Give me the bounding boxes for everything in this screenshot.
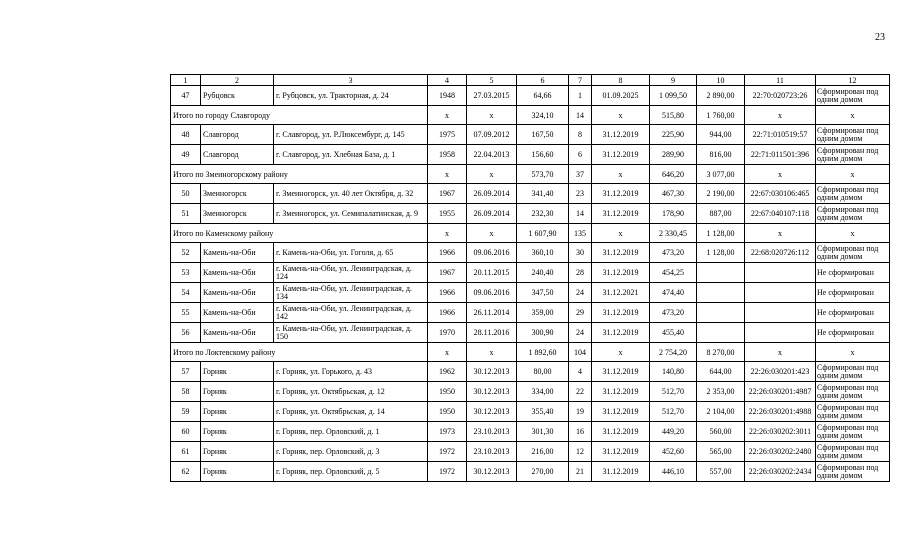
column-header: 6 (517, 75, 569, 86)
cell-due-date: 31.12.2019 (592, 243, 650, 263)
cell-cadastral: 22:67:040107:118 (745, 204, 816, 224)
cell-year: 1950 (428, 402, 467, 422)
cell-city: Горняк (201, 462, 274, 482)
cell-due-date: 31.12.2019 (592, 145, 650, 165)
cell-city: Рубцовск (201, 86, 274, 106)
cell-col10 (697, 263, 745, 283)
cell-count: 24 (569, 323, 592, 343)
column-header: 7 (569, 75, 592, 86)
cell-cadastral: 22:26:030201:4988 (745, 402, 816, 422)
table-row (171, 125, 890, 145)
cell-count: 24 (569, 283, 592, 303)
cell-col10 (697, 323, 745, 343)
cell-due-date: 31.12.2019 (592, 402, 650, 422)
cell-area: 232,30 (517, 204, 569, 224)
cell-col9: 646,20 (650, 165, 697, 184)
cell-col9: 474,40 (650, 283, 697, 303)
cell-number: 51 (171, 204, 201, 224)
cell-col9: 454,25 (650, 263, 697, 283)
header-row (171, 75, 890, 86)
cell-date: 30.12.2013 (467, 362, 517, 382)
cell-cadastral (745, 263, 816, 283)
cell-count: 29 (569, 303, 592, 323)
cell-address: г. Горняк, пер. Орловский, д. 1 (274, 422, 428, 442)
cell-status: Сформирован под одним домом (816, 362, 890, 382)
table-row (171, 263, 890, 283)
cell-cadastral: 22:26:030201:423 (745, 362, 816, 382)
cell-due-date: x (592, 343, 650, 362)
cell-due-date: x (592, 224, 650, 243)
cell-number: 47 (171, 86, 201, 106)
cell-year: 1975 (428, 125, 467, 145)
column-header: 10 (697, 75, 745, 86)
cell-year: 1955 (428, 204, 467, 224)
cell-city: Горняк (201, 382, 274, 402)
cell-year: 1973 (428, 422, 467, 442)
cell-number: 60 (171, 422, 201, 442)
table-body (171, 75, 890, 482)
cell-cadastral: 22:71:010519:57 (745, 125, 816, 145)
cell-col9: 140,80 (650, 362, 697, 382)
cell-year: 1966 (428, 303, 467, 323)
cell-due-date: 31.12.2019 (592, 442, 650, 462)
cell-number: 57 (171, 362, 201, 382)
cell-year: 1967 (428, 263, 467, 283)
cell-due-date: 31.12.2019 (592, 382, 650, 402)
cell-area: 216,00 (517, 442, 569, 462)
cell-col10: 2 190,00 (697, 184, 745, 204)
cell-number: 50 (171, 184, 201, 204)
cell-year: 1967 (428, 184, 467, 204)
cell-year: 1962 (428, 362, 467, 382)
cell-col9: 2 754,20 (650, 343, 697, 362)
cell-address: г. Славгород, ул. Хлебная База, д. 1 (274, 145, 428, 165)
cell-cadastral: 22:70:020723:26 (745, 86, 816, 106)
table-row (171, 442, 890, 462)
cell-count: 28 (569, 263, 592, 283)
table-row (171, 283, 890, 303)
cell-year: x (428, 224, 467, 243)
cell-due-date: 31.12.2021 (592, 283, 650, 303)
cell-col9: 452,60 (650, 442, 697, 462)
cell-status: x (816, 106, 890, 125)
cell-area: 301,30 (517, 422, 569, 442)
cell-number: 59 (171, 402, 201, 422)
cell-address: г. Славгород, ул. Р.Люксембург, д. 145 (274, 125, 428, 145)
housing-table (170, 74, 890, 482)
cell-year: x (428, 165, 467, 184)
cell-number: 49 (171, 145, 201, 165)
table-row (171, 86, 890, 106)
cell-year: 1972 (428, 462, 467, 482)
cell-year: 1958 (428, 145, 467, 165)
column-header: 4 (428, 75, 467, 86)
cell-col9: 446,10 (650, 462, 697, 482)
cell-due-date: x (592, 165, 650, 184)
cell-col9: 289,90 (650, 145, 697, 165)
subtotal-row (171, 343, 890, 362)
cell-due-date: x (592, 106, 650, 125)
table-row (171, 382, 890, 402)
cell-area: 355,40 (517, 402, 569, 422)
cell-count: 22 (569, 382, 592, 402)
cell-col10: 1 760,00 (697, 106, 745, 125)
cell-count: 23 (569, 184, 592, 204)
cell-cadastral: x (745, 343, 816, 362)
cell-area: 1 892,60 (517, 343, 569, 362)
cell-city: Камень-на-Оби (201, 323, 274, 343)
cell-address: г. Змеиногорск, ул. 40 лет Октября, д. 32 (274, 184, 428, 204)
cell-cadastral: 22:26:030202:3011 (745, 422, 816, 442)
table-row (171, 204, 890, 224)
page-number: 23 (875, 32, 885, 43)
table-row (171, 362, 890, 382)
cell-date: 22.04.2013 (467, 145, 517, 165)
cell-cadastral (745, 283, 816, 303)
subtotal-row (171, 106, 890, 125)
cell-date: 26.09.2014 (467, 184, 517, 204)
cell-col9: 473,20 (650, 303, 697, 323)
cell-status: x (816, 224, 890, 243)
cell-col10: 2 353,00 (697, 382, 745, 402)
table-row (171, 303, 890, 323)
subtotal-label: Итого по Змеиногорскому району (171, 165, 428, 184)
cell-status: Сформирован под одним домом (816, 382, 890, 402)
cell-col10: 1 128,00 (697, 224, 745, 243)
cell-year: x (428, 106, 467, 125)
cell-number: 58 (171, 382, 201, 402)
cell-number: 62 (171, 462, 201, 482)
cell-city: Славгород (201, 145, 274, 165)
cell-due-date: 31.12.2019 (592, 204, 650, 224)
cell-date: 30.12.2013 (467, 402, 517, 422)
cell-due-date: 01.09.2025 (592, 86, 650, 106)
column-header: 12 (816, 75, 890, 86)
subtotal-label: Итого по Каменскому району (171, 224, 428, 243)
cell-count: 8 (569, 125, 592, 145)
cell-count: 14 (569, 204, 592, 224)
cell-col10 (697, 283, 745, 303)
cell-area: 80,00 (517, 362, 569, 382)
cell-date: 30.12.2013 (467, 382, 517, 402)
table-row (171, 243, 890, 263)
cell-due-date: 31.12.2019 (592, 362, 650, 382)
cell-date: 26.09.2014 (467, 204, 517, 224)
cell-col10: 2 104,00 (697, 402, 745, 422)
cell-cadastral: 22:26:030201:4987 (745, 382, 816, 402)
cell-area: 1 607,90 (517, 224, 569, 243)
cell-due-date: 31.12.2019 (592, 303, 650, 323)
cell-col10: 2 890,00 (697, 86, 745, 106)
table-row (171, 402, 890, 422)
cell-number: 52 (171, 243, 201, 263)
cell-cadastral: 22:67:030106:465 (745, 184, 816, 204)
cell-number: 53 (171, 263, 201, 283)
cell-col9: 449,20 (650, 422, 697, 442)
cell-col9: 512,70 (650, 382, 697, 402)
table-row (171, 323, 890, 343)
cell-col10: 887,00 (697, 204, 745, 224)
cell-number: 55 (171, 303, 201, 323)
cell-date: x (467, 224, 517, 243)
cell-col9: 1 099,50 (650, 86, 697, 106)
cell-city: Горняк (201, 422, 274, 442)
cell-col9: 512,70 (650, 402, 697, 422)
cell-area: 360,10 (517, 243, 569, 263)
cell-count: 12 (569, 442, 592, 462)
cell-count: 16 (569, 422, 592, 442)
cell-area: 573,70 (517, 165, 569, 184)
cell-address: г. Горняк, ул. Горького, д. 43 (274, 362, 428, 382)
cell-status: Сформирован под одним домом (816, 86, 890, 106)
table-row (171, 184, 890, 204)
cell-year: 1970 (428, 323, 467, 343)
cell-address: г. Камень-на-Оби, ул. Ленинградская, д. 150 (274, 323, 428, 343)
cell-address: г. Камень-на-Оби, ул. Ленинградская, д. 142 (274, 303, 428, 323)
cell-area: 324,10 (517, 106, 569, 125)
cell-count: 21 (569, 462, 592, 482)
cell-date: 09.06.2016 (467, 283, 517, 303)
cell-address: г. Змеиногорск, ул. Семипалатинская, д. 9 (274, 204, 428, 224)
cell-count: 6 (569, 145, 592, 165)
cell-date: x (467, 343, 517, 362)
cell-cadastral: x (745, 165, 816, 184)
cell-address: г. Камень-на-Оби, ул. Гоголя, д. 65 (274, 243, 428, 263)
cell-year: 1950 (428, 382, 467, 402)
cell-number: 56 (171, 323, 201, 343)
cell-cadastral: 22:68:020726:112 (745, 243, 816, 263)
cell-year: 1966 (428, 283, 467, 303)
cell-status: x (816, 343, 890, 362)
cell-city: Камень-на-Оби (201, 303, 274, 323)
table-row (171, 422, 890, 442)
cell-col10: 560,00 (697, 422, 745, 442)
cell-city: Горняк (201, 442, 274, 462)
cell-cadastral: x (745, 224, 816, 243)
cell-status: Сформирован под одним домом (816, 442, 890, 462)
cell-due-date: 31.12.2019 (592, 184, 650, 204)
table-row (171, 145, 890, 165)
cell-area: 341,40 (517, 184, 569, 204)
cell-count: 37 (569, 165, 592, 184)
cell-status: Сформирован под одним домом (816, 145, 890, 165)
cell-city: Горняк (201, 362, 274, 382)
cell-col9: 225,90 (650, 125, 697, 145)
cell-col9: 2 330,45 (650, 224, 697, 243)
cell-area: 240,40 (517, 263, 569, 283)
column-header: 9 (650, 75, 697, 86)
cell-year: x (428, 343, 467, 362)
housing-table-container (170, 74, 889, 482)
cell-col9: 467,30 (650, 184, 697, 204)
cell-status: Сформирован под одним домом (816, 184, 890, 204)
cell-area: 300,90 (517, 323, 569, 343)
cell-address: г. Камень-на-Оби, ул. Ленинградская, д. 134 (274, 283, 428, 303)
cell-status: Сформирован под одним домом (816, 204, 890, 224)
cell-city: Камень-на-Оби (201, 283, 274, 303)
cell-city: Камень-на-Оби (201, 263, 274, 283)
cell-date: 27.03.2015 (467, 86, 517, 106)
cell-status: Сформирован под одним домом (816, 422, 890, 442)
cell-address: г. Горняк, пер. Орловский, д. 3 (274, 442, 428, 462)
cell-date: 09.06.2016 (467, 243, 517, 263)
cell-due-date: 31.12.2019 (592, 323, 650, 343)
cell-date: 23.10.2013 (467, 442, 517, 462)
cell-status: Сформирован под одним домом (816, 243, 890, 263)
cell-count: 1 (569, 86, 592, 106)
cell-col10: 557,00 (697, 462, 745, 482)
cell-cadastral (745, 303, 816, 323)
cell-year: 1966 (428, 243, 467, 263)
cell-count: 4 (569, 362, 592, 382)
cell-due-date: 31.12.2019 (592, 422, 650, 442)
cell-col9: 515,80 (650, 106, 697, 125)
subtotal-row (171, 165, 890, 184)
cell-col10: 8 270,00 (697, 343, 745, 362)
column-header: 2 (201, 75, 274, 86)
cell-col10: 944,00 (697, 125, 745, 145)
cell-col10: 1 128,00 (697, 243, 745, 263)
cell-city: Камень-на-Оби (201, 243, 274, 263)
cell-status: Сформирован под одним домом (816, 462, 890, 482)
cell-date: 30.12.2013 (467, 462, 517, 482)
cell-date: x (467, 165, 517, 184)
cell-city: Славгород (201, 125, 274, 145)
cell-area: 156,60 (517, 145, 569, 165)
cell-due-date: 31.12.2019 (592, 263, 650, 283)
column-header: 5 (467, 75, 517, 86)
cell-address: г. Горняк, ул. Октябрьская, д. 12 (274, 382, 428, 402)
cell-date: 07.09.2012 (467, 125, 517, 145)
cell-col10 (697, 303, 745, 323)
cell-city: Змеиногорск (201, 184, 274, 204)
cell-area: 347,50 (517, 283, 569, 303)
cell-area: 167,50 (517, 125, 569, 145)
cell-count: 104 (569, 343, 592, 362)
cell-number: 54 (171, 283, 201, 303)
subtotal-row (171, 224, 890, 243)
cell-status: Не сформирован (816, 263, 890, 283)
cell-status: Не сформирован (816, 283, 890, 303)
cell-col10: 816,00 (697, 145, 745, 165)
cell-date: 26.11.2014 (467, 303, 517, 323)
cell-date: 20.11.2015 (467, 263, 517, 283)
column-header: 3 (274, 75, 428, 86)
cell-city: Горняк (201, 402, 274, 422)
cell-due-date: 31.12.2019 (592, 462, 650, 482)
cell-status: Не сформирован (816, 303, 890, 323)
cell-col9: 178,90 (650, 204, 697, 224)
cell-area: 64,66 (517, 86, 569, 106)
cell-due-date: 31.12.2019 (592, 125, 650, 145)
cell-area: 334,00 (517, 382, 569, 402)
cell-cadastral: x (745, 106, 816, 125)
cell-year: 1948 (428, 86, 467, 106)
cell-cadastral (745, 323, 816, 343)
cell-date: x (467, 106, 517, 125)
cell-col9: 473,20 (650, 243, 697, 263)
cell-area: 359,00 (517, 303, 569, 323)
cell-year: 1972 (428, 442, 467, 462)
cell-status: Не сформирован (816, 323, 890, 343)
cell-cadastral: 22:71:011501:396 (745, 145, 816, 165)
cell-number: 61 (171, 442, 201, 462)
cell-count: 19 (569, 402, 592, 422)
cell-address: г. Камень-на-Оби, ул. Ленинградская, д. 124 (274, 263, 428, 283)
cell-area: 270,00 (517, 462, 569, 482)
cell-count: 30 (569, 243, 592, 263)
cell-col10: 565,00 (697, 442, 745, 462)
column-header: 1 (171, 75, 201, 86)
cell-count: 14 (569, 106, 592, 125)
cell-date: 28.11.2016 (467, 323, 517, 343)
cell-address: г. Рубцовск, ул. Тракторная, д. 24 (274, 86, 428, 106)
subtotal-label: Итого по Локтевскому району (171, 343, 428, 362)
column-header: 8 (592, 75, 650, 86)
cell-date: 23.10.2013 (467, 422, 517, 442)
cell-address: г. Горняк, пер. Орловский, д. 5 (274, 462, 428, 482)
cell-count: 135 (569, 224, 592, 243)
cell-address: г. Горняк, ул. Октябрьская, д. 14 (274, 402, 428, 422)
cell-col9: 455,40 (650, 323, 697, 343)
cell-status: Сформирован под одним домом (816, 125, 890, 145)
cell-status: x (816, 165, 890, 184)
subtotal-label: Итого по городу Славгороду (171, 106, 428, 125)
column-header: 11 (745, 75, 816, 86)
cell-col10: 3 077,00 (697, 165, 745, 184)
cell-col10: 644,00 (697, 362, 745, 382)
cell-number: 48 (171, 125, 201, 145)
cell-cadastral: 22:26:030202:2434 (745, 462, 816, 482)
cell-status: Сформирован под одним домом (816, 402, 890, 422)
cell-cadastral: 22:26:030202:2480 (745, 442, 816, 462)
table-row (171, 462, 890, 482)
cell-city: Змеиногорск (201, 204, 274, 224)
